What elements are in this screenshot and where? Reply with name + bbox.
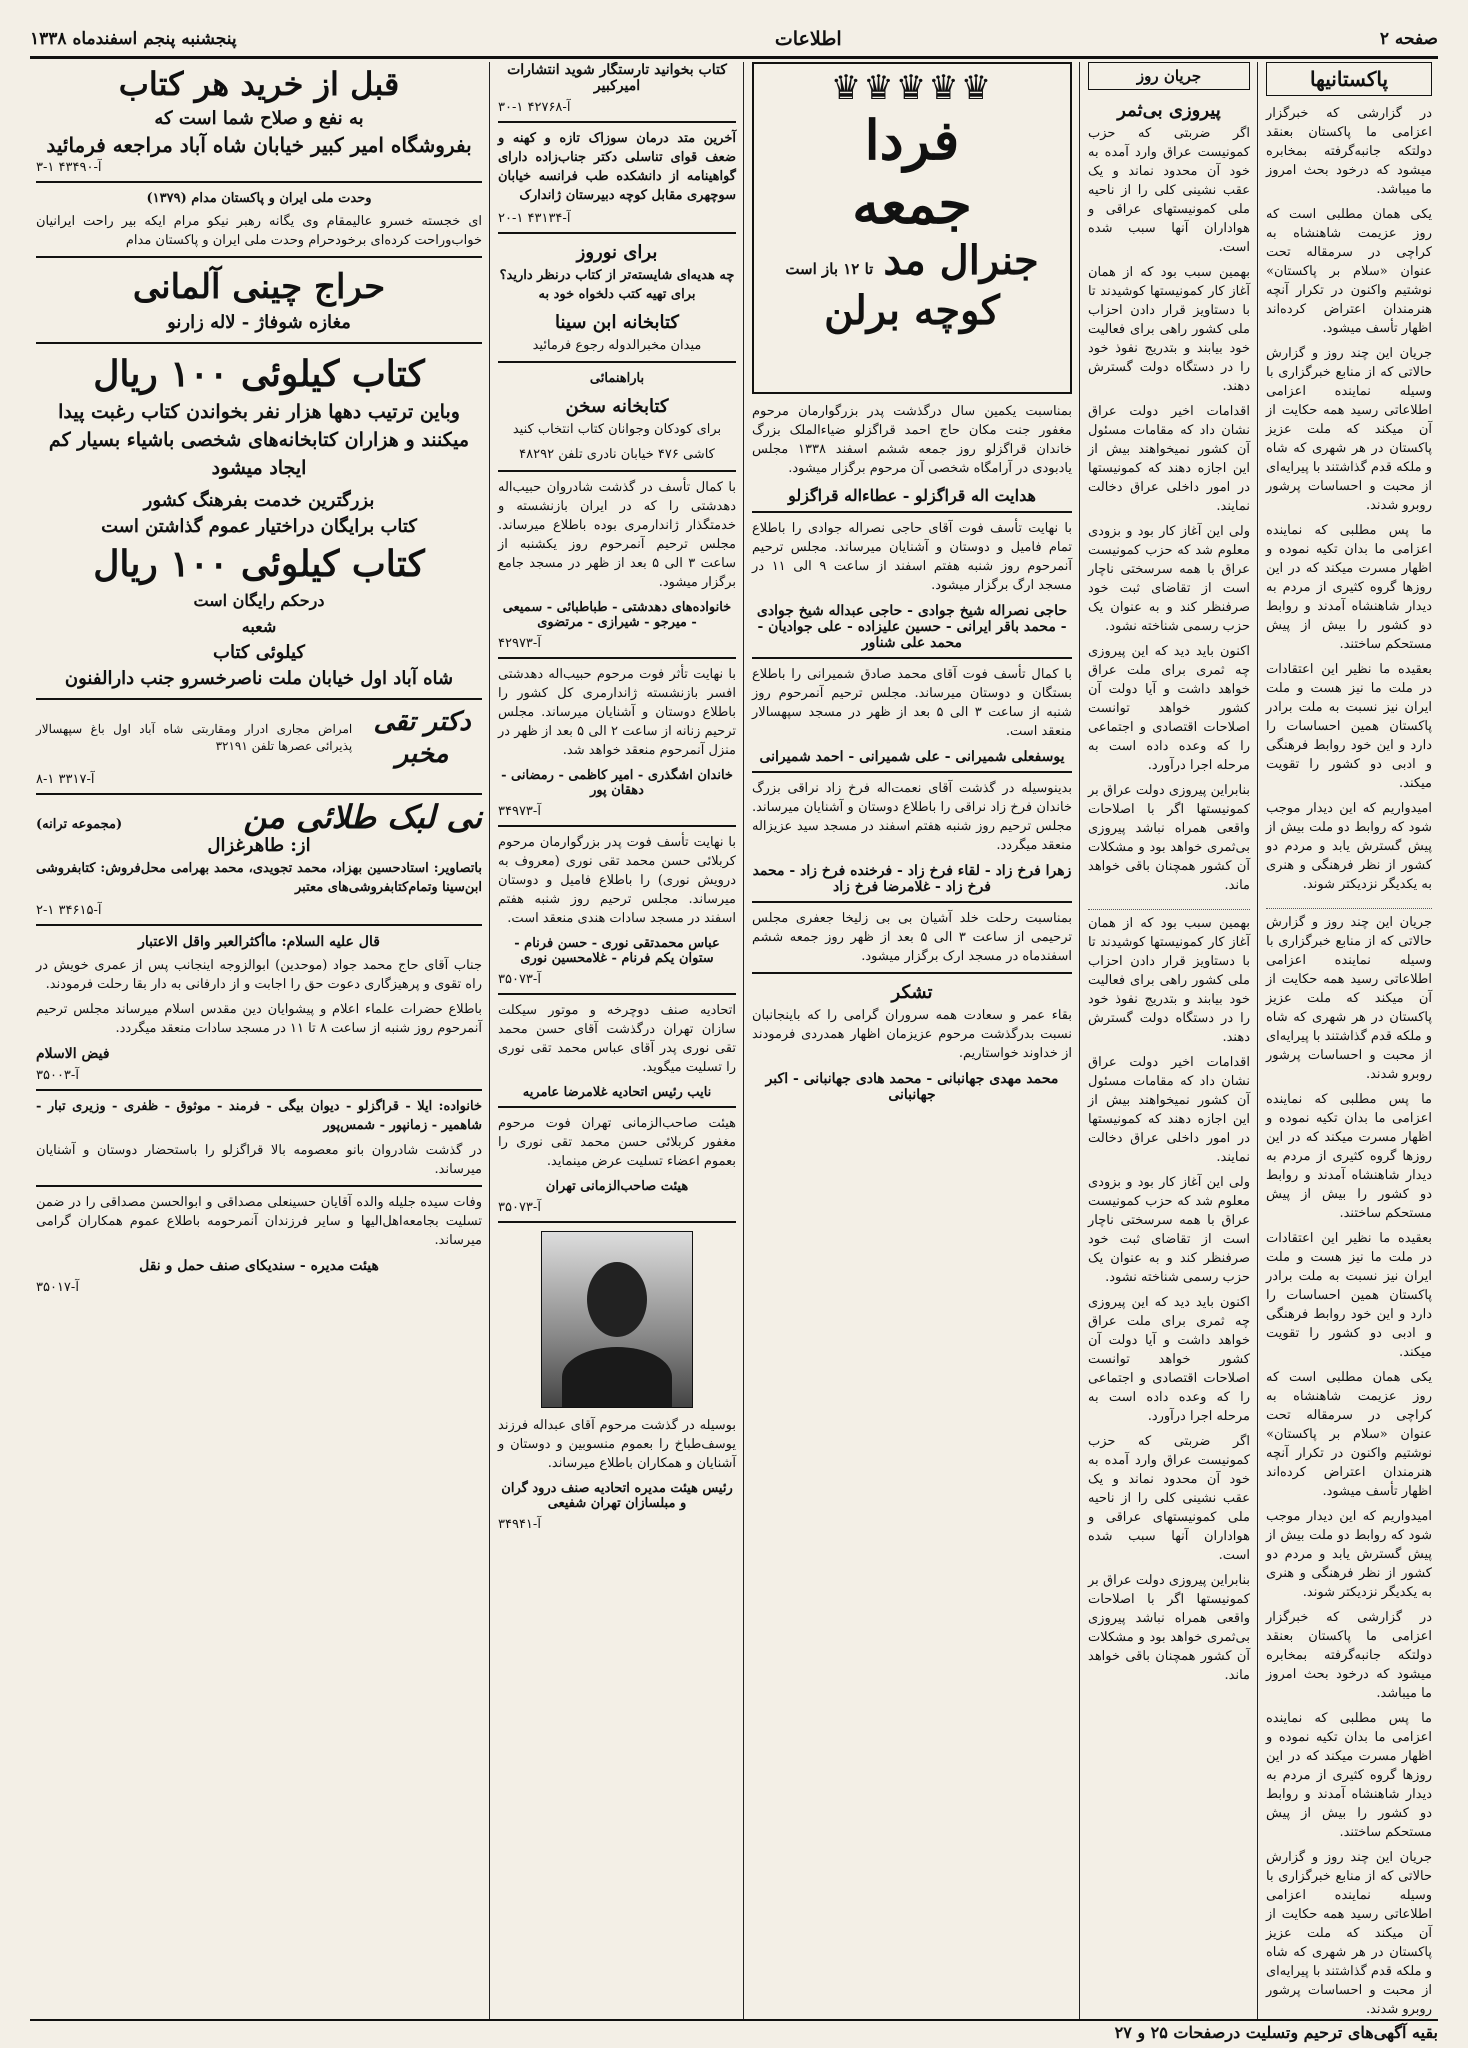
kilo-shop: کیلوئی کتاب bbox=[213, 642, 305, 663]
nowruz-text: چه هدیه‌ای شایسته‌تر از کتاب درنظر دارید؟ برای تهیه کتب دلخواه خود به bbox=[499, 268, 735, 302]
doctor-text: امراض مجاری ادرار ومقاربتی شاه آباد اول باغ سپهسالار پذیرائی عصرها تلفن ۳۲۱۹۱ bbox=[36, 722, 353, 753]
column-divider bbox=[489, 62, 490, 2020]
notice: با نهایت تأثر فوت مرحوم حبیب‌اله دهدشتی افسر بازنشسته ژاندارمری کل کشور را باطلاع دوستان و آشنایان میرساند. مجلس ترحیم زنانه از ساعت ۲ الی ۵ بعد از ظهر در منزل آنمرحوم منعقد خواهد شد. bbox=[498, 667, 736, 758]
amirkabir-subtitle: به نفع و صلاح شما است که bbox=[154, 108, 364, 129]
sale-shop: مغازه شوفاژ - لاله زارنو bbox=[167, 312, 351, 333]
notice: با کمال تأسف در گذشت شادروان حبیب‌اله دهدشتی را که در ایران بازنشسته و خدمتگذار ژاندارمری بوده باطلاع میرساند. مجلس ترحیم آنمرحوم روز یکشنبه از ساعت ۳ الی ۵ بعد از ظهر در مسجد جامع برگزار میشود. bbox=[498, 480, 736, 590]
rule bbox=[752, 771, 1072, 773]
footer-note: بقیه آگهی‌های ترحیم وتسلیت درصفحات ۲۵ و ۲۷ bbox=[30, 2019, 1438, 2042]
pakistan-paragraph: ما پس مطلبی که نماینده اعزامی ما بدان تکیه نموده و اظهار مسرت میکند که در این روزها گروه کثیری از مردم به دیدار شاهنشاه آمدند و روابط دو کشور را بیش از پیش مستحکم ساختند. bbox=[1266, 523, 1432, 652]
nowruz-title: برای نوروز bbox=[576, 242, 658, 263]
masthead bbox=[30, 22, 1438, 59]
rule bbox=[752, 511, 1072, 513]
notice-signature: هیئت صاحب‌الزمانی تهران bbox=[545, 1179, 689, 1194]
pakistan-paragraph: جریان این چند روز و گزارش حالاتی که از منابع خبرگزاری با وسیله نماینده اعزامی اطلاعاتی رسید همه حکایت از آن میکند که ملت عزیز پاکستان در هر شهری که شاه و ملکه قدم گذاشتند با پیرایه‌ای از محبت و احساسات پرشور روبرو شدند. bbox=[1266, 346, 1432, 513]
pakistan-paragraph: در گزارشی که خبرگزار اعزامی ما پاکستان بعنقد دولتکه جانبه‌گرفته بمخابره میشود که درخود بحث امروز ما میباشد. bbox=[1266, 1610, 1432, 1701]
notice: با کمال تأسف فوت آقای محمد صادق شمیرانی را باطلاع بستگان و دوستان میرساند. مجلس ترحیم آنمرحوم روز شنبه از ساعت ۳ الی ۵ بعد از ظهر در مسجد سپهسالار منعقد است. bbox=[752, 667, 1072, 739]
rule bbox=[498, 657, 736, 659]
rule bbox=[36, 1185, 482, 1187]
column-pakistan bbox=[1260, 62, 1438, 2020]
rule bbox=[752, 972, 1072, 974]
ref-number: آ-۴۲۷۶۸ ۱-۳۰ bbox=[498, 100, 571, 115]
unity-poem: ای خجسته خسرو عالیمقام وی یگانه رهبر نیکو مرام ایکه بیر راحت ایرانیان خواب‌وراحت کرده‌ای برخودحرام وحدت ملی ایران و پاکستان مدام bbox=[36, 214, 482, 248]
notice: جناب آقای حاج محمد جواد (موحدین) ابوالزوجه اینجانب پس از عمری خویش در راه تقوی و پرهیزگاری دعوت حق را اجابت و از دارفانی به دار بقا رحلت فرمودند. bbox=[36, 958, 482, 992]
page-number: صفحه ۲ bbox=[1379, 29, 1438, 49]
notice-signature: خانواده‌های دهدشتی - طباطبائی - سمیعی - میرجو - شیرازی - مرتضوی bbox=[502, 600, 732, 630]
notice-signature: رئیس هیئت مدیره اتحادیه صنف درود گران و مبلسازان تهران شفیعی bbox=[501, 1481, 733, 1511]
columns bbox=[30, 62, 1438, 2020]
portrait-body bbox=[562, 1347, 672, 1407]
rule bbox=[498, 1106, 736, 1108]
ad-friday: جمعه bbox=[852, 172, 972, 236]
notice: با نهایت تأسف فوت پدر بزرگوارمان مرحوم کربلائی حسن محمد تقی نوری (معروف به درویش نوری) را باطلاع فامیل و دوستان میرساند. مجلس ترحیم روز شنبه هفتم اسفند در مسجد سادات هندی منعقد است. bbox=[498, 835, 736, 926]
victory-paragraph: بنابراین پیروزی دولت عراق بر کمونیستها اگر با اصلاحات واقعی همراه نباشد پیروزی بی‌ثمری خواهد بود و مشکلات آن کشور همچنان باقی خواهد ماند. bbox=[1088, 1573, 1250, 1683]
sokhan-name: کتابخانه سخن bbox=[565, 396, 669, 417]
pakistan-paragraph: امیدواریم که این دیدار موجب شود که روابط دو ملت بیش از پیش گسترش یابد و مردم دو کشور از نظر فرهنگی و هنری به یکدیگر نزدیکتر شوند. bbox=[1266, 1509, 1432, 1600]
ibnsina-address: میدان مخبرالدوله رجوع فرمائید bbox=[532, 338, 702, 353]
pakistan-paragraph: ما پس مطلبی که نماینده اعزامی ما بدان تکیه نموده و اظهار مسرت میکند که در این روزها گروه کثیری از مردم به دیدار شاهنشاه آمدند و روابط دو کشور را بیش از پیش مستحکم ساختند. bbox=[1266, 1092, 1432, 1221]
notice-signature: حاجی نصراله شیخ جوادی - حاجی عبداله شیخ جوادی - محمد باقر ایرانی - حسین علیزاده - علی جوادیان - محمد علی شناور bbox=[756, 603, 1068, 651]
victory-paragraph: بهمین سبب بود که از همان آغاز کار کمونیستها کوشیدند تا با دستاویز قرار دادن احزاب ملی کشور راهی برای فعالیت خود بیابند و بتدریج نفوذ خود را در دستگاه دولت گسترش دهند. bbox=[1088, 265, 1250, 394]
rule bbox=[498, 993, 736, 995]
notice: وفات سیده جلیله والده آقایان حسینعلی مصداقی و ابوالحسن مصداقی را در ضمن تسلیت بجامعه‌اهل‌الیها و سایر فرزندان آنمرحومه باطلاع عموم همکاران گرامی میرساند. bbox=[36, 1195, 482, 1248]
column-rule bbox=[1266, 900, 1432, 909]
pakistan-paragraph: جریان این چند روز و گزارش حالاتی که از منابع خبرگزاری با وسیله نماینده اعزامی اطلاعاتی رسید همه حکایت از آن میکند که ملت عزیز پاکستان در هر شهری که شاه و ملکه قدم گذاشتند با پیرایه‌ای از محبت و احساسات پرشور روبرو شدند. bbox=[1266, 915, 1432, 1082]
rule bbox=[498, 361, 736, 363]
ref-number: آ-۴۳۴۹۰ ۱-۳ bbox=[36, 160, 102, 175]
portrait-head bbox=[587, 1262, 647, 1337]
pakistan-paragraph: جریان این چند روز و گزارش حالاتی که از منابع خبرگزاری با وسیله نماینده اعزامی اطلاعاتی رسید همه حکایت از آن میکند که ملت عزیز پاکستان در هر شهری که شاه و ملکه قدم گذاشتند با پیرایه‌ای از محبت و احساسات پرشور روبرو شدند. bbox=[1266, 1850, 1432, 2017]
rule bbox=[498, 470, 736, 472]
rule bbox=[36, 256, 482, 258]
rule bbox=[498, 825, 736, 827]
victory-paragraph: ولی این آغاز کار بود و بزودی معلوم شد که حزب کمونیست عراق با همه سرسختی ناچار است از تقاضای ثبت خود صرفنظر کند و به عنوان یک حزب رسمی شناخته نشود. bbox=[1088, 524, 1250, 634]
ad-tomorrow: فردا bbox=[864, 108, 960, 172]
notice: هیئت صاحب‌الزمانی تهران فوت مرحوم مغفور کربلائی حسن محمد تقی نوری را بعموم اعضاء تسلیت عرض مینماید. bbox=[498, 1116, 736, 1169]
victory-paragraph: اقدامات اخیر دولت عراق نشان داد که مقامات مسئول آن کشور نمیخواهند بیش از این اجازه دهند که کمونیستها در امور داخلی عراق دخالت نمایند. bbox=[1088, 1055, 1250, 1165]
victory-paragraph: ولی این آغاز کار بود و بزودی معلوم شد که حزب کمونیست عراق با همه سرسختی ناچار است از تقاضای ثبت خود صرفنظر کند و به عنوان یک حزب رسمی شناخته نشود. bbox=[1088, 1175, 1250, 1285]
rule bbox=[36, 698, 482, 700]
rule bbox=[752, 901, 1072, 903]
column-rule bbox=[1088, 901, 1250, 910]
paper-name: اطلاعات bbox=[774, 28, 842, 50]
doctor-name: دکتر تقی مخبر bbox=[373, 707, 471, 769]
notice-signature: هیئت مدیره - سندیکای صنف حمل و نقل bbox=[139, 1258, 379, 1274]
notice: بوسیله در گذشت مرحوم آقای عبداله فرزند یوسف‌طباخ را بعموم منسوبین و دوستان و آشنایان و همکاران باطلاع میرساند. bbox=[498, 1418, 736, 1471]
rule bbox=[498, 121, 736, 123]
sokhan-address: کاشی ۴۷۶ خیابان نادری تلفن ۴۸۲۹۲ bbox=[519, 447, 715, 462]
column-general-mod bbox=[746, 62, 1078, 2020]
notice-signature: محمد مهدی جهانبانی - محمد هادی جهانبانی - اکبر جهانبانی bbox=[765, 1071, 1059, 1103]
notice-signature: عباس محمدتقی نوری - حسن فرنام - ستوان یکم فرنام - غلامحسین نوری bbox=[514, 936, 720, 966]
ref-number: آ-۳۴۶۱۵ ۱-۲ bbox=[36, 903, 102, 918]
thanks-heading: تشکر bbox=[891, 982, 933, 1003]
ref-number: آ-۳۵۰۷۳ bbox=[498, 1200, 541, 1215]
victory-paragraph: اکنون باید دید که این پیروزی چه ثمری برای ملت عراق خواهد داشت و آیا دولت آن کشور خواهد توانست اصلاحات اقتصادی و اجتماعی را که وعده داده است به مرحله اجرا درآورد. bbox=[1088, 1295, 1250, 1424]
victory-heading: پیروزی بی‌ثمر bbox=[1117, 100, 1221, 121]
kilo-title: کتاب کیلوئی ۱۰۰ ریال bbox=[93, 543, 425, 585]
ref-number: آ-۳۳۱۷ ۱-۸ bbox=[36, 772, 95, 787]
ad-street: کوچه برلن bbox=[824, 287, 1000, 334]
rule bbox=[36, 924, 482, 926]
doctor-ad: آخرین متد درمان سوزاک تازه و کهنه و ضعف قوای تناسلی دکتر جناب‌زاده دارای گواهینامه از دانشکده طب فرانسه خیابان سوچهری مقابل کوچه دبیرستان ژاندارک bbox=[498, 131, 736, 203]
kilo-text: وباین ترتیب دهها هزار نفر بخواندن کتاب رغبت پیدا میکنند و هزاران کتابخانه‌های شخصی باشیاء بسیار کم ایجاد میشود bbox=[48, 401, 470, 479]
notice-signature: هدایت اله قراگزلو - عطاءاله قراگزلو bbox=[788, 486, 1036, 505]
issue-date: پنجشنبه پنجم اسفندماه ۱۳۳۸ bbox=[30, 29, 237, 49]
poem-author: از: طاهرغزال bbox=[207, 835, 311, 856]
rule bbox=[498, 232, 736, 234]
column-divider bbox=[743, 62, 744, 2020]
sale-title: حراج چینی آلمانی bbox=[132, 267, 386, 307]
kilo-title: کتاب کیلوئی ۱۰۰ ریال bbox=[93, 353, 425, 395]
ad-hours: تا ۱۲ باز است bbox=[785, 260, 874, 278]
column-victory bbox=[1082, 62, 1256, 2020]
kilo-free: درحکم رایگان است bbox=[193, 591, 325, 610]
column-books bbox=[492, 62, 742, 2020]
unity-title: وحدت ملی ایران و پاکستان مدام (۱۳۷۹) bbox=[146, 191, 372, 206]
poem-ad bbox=[36, 798, 482, 836]
sokhan-text: برای کودکان وجوانان کتاب انتخاب کنید bbox=[512, 422, 722, 437]
notice-quote: قال علیه السلام: ماأکثرالعبر واقل الاعتبار bbox=[138, 934, 380, 950]
notice: خانواده: ایلا - قراگزلو - دیوان بیگی - فرمند - موثوق - ظفری - وزیری تبار - شاهمیر - زمانپور - شمس‌پور bbox=[36, 1099, 482, 1133]
notice: اتحادیه صنف دوچرخه و موتور سیکلت سازان تهران درگذشت آقای حسن محمد تقی نوری پدر آقای عباس محمد تقی نوری را تسلیت میگوید. bbox=[498, 1003, 736, 1075]
pakistan-paragraph: بعقیده ما نظیر این اعتقادات در ملت ما نیز هست و ملت ایران نیز نسبت به ملت برادر پاکستان همین احساسات را دارد و این خود روابط فرهنگی و ادبی دو کشور را تقویت میکند. bbox=[1266, 1231, 1432, 1360]
section-label: جریان روز bbox=[1088, 62, 1250, 90]
rule bbox=[36, 342, 482, 344]
poem-title: نی لبک طلائی من bbox=[243, 798, 482, 836]
ref-number: آ-۴۳۱۳۴ ۱-۲۰ bbox=[498, 211, 571, 226]
notice: بمناسبت رحلت خلد آشیان بی بی زلیخا جعفری مجلس ترحیمی از ساعت ۳ الی ۵ بعد از ظهر روز جمعه ششم اسفندماه در مسجد ارک برگزار میشود. bbox=[752, 911, 1072, 964]
sokhan-label: باراهنمائی bbox=[589, 371, 645, 386]
ad-brand: جنرال مد bbox=[883, 237, 1039, 284]
notice-signature: یوسفعلی شمیرانی - علی شمیرانی - احمد شمیرانی bbox=[759, 749, 1065, 765]
pakistan-paragraph: یکی همان مطلبی است که روز عزیمت شاهنشاه به کراچی در سرمقاله تحت عنوان «سلام بر پاکستان» نوشتیم واکنون در تکرار آنچه هنرمندان اعتراض کرده‌اند اظهار تأسف میشود. bbox=[1266, 1370, 1432, 1499]
crown-icon: ♛♛♛♛♛ bbox=[830, 68, 994, 108]
ref-number: آ-۳۵۰۰۳ bbox=[36, 1068, 79, 1083]
amirkabir-title: قبل از خرید هر کتاب bbox=[118, 65, 400, 103]
rule bbox=[36, 181, 482, 183]
kilo-text3: کتاب برایگان دراختیار عموم گذاشتن است bbox=[101, 516, 417, 537]
victory-paragraph: اکنون باید دید که این پیروزی چه ثمری برای ملت عراق خواهد داشت و آیا دولت آن کشور خواهد توانست اصلاحات اقتصادی و اجتماعی را که وعده داده است به مرحله اجرا درآورد. bbox=[1088, 644, 1250, 773]
pakistan-heading: پاکستانیها bbox=[1266, 62, 1432, 96]
doctor-ad-block bbox=[36, 706, 482, 770]
pakistan-paragraph: امیدواریم که این دیدار موجب شود که روابط دو ملت بیش از پیش گسترش یابد و مردم دو کشور از نظر فرهنگی و هنری به یکدیگر نزدیکتر شوند. bbox=[1266, 801, 1432, 892]
poem-credits: باتصاویر: استادحسین بهزاد، محمد تجویدی، محمد بهرامی محل‌فروش: کتابفروشی ابن‌سینا وتمام‌کتابفروشی‌های معتبر bbox=[36, 861, 482, 895]
kilo-text2: بزرگترین خدمت بفرهنگ کشور bbox=[143, 490, 375, 511]
notice: با نهایت تأسف فوت آقای حاجی نصراله جوادی را باطلاع تمام فامیل و دوستان و آشنایان میرساند. مجلس ترحیم آنمرحوم روز شنبه هفتم اسفند از ساعت ۹ الی ۱۱ در مسجد ارگ برگزار میشود. bbox=[752, 521, 1072, 593]
victory-paragraph: بهمین سبب بود که از همان آغاز کار کمونیستها کوشیدند تا با دستاویز قرار دادن احزاب ملی کشور راهی برای فعالیت خود بیابند و بتدریج نفوذ خود را در دستگاه دولت گسترش دهند. bbox=[1088, 916, 1250, 1045]
kilo-address: شاه آباد اول خیابان ملت ناصرخسرو جنب دارالفنون bbox=[64, 668, 454, 689]
pakistan-paragraph: بعقیده ما نظیر این اعتقادات در ملت ما نیز هست و ملت ایران نیز نسبت به ملت برادر پاکستان همین احساسات را دارد و این خود روابط فرهنگی و ادبی دو کشور را تقویت میکند. bbox=[1266, 662, 1432, 791]
notice: در گذشت شادروان بانو معصومه بالا قراگزلو را باستحضار دوستان و آشنایان میرساند. bbox=[36, 1143, 482, 1177]
notice-signature: فیض الاسلام bbox=[36, 1046, 110, 1062]
notice-signature: زهرا فرخ زاد - لقاء فرخ زاد - فرخنده فرخ زاد - محمد فرخ زاد - غلامرضا فرخ زاد bbox=[752, 863, 1072, 895]
column-divider bbox=[1079, 62, 1080, 2020]
poem-subtitle: (مجموعه ترانه) bbox=[36, 817, 123, 832]
notice-signature: خاندان اشگذری - امیر کاظمی - رمضانی - دهقان پور bbox=[501, 768, 733, 798]
pakistan-paragraph: یکی همان مطلبی است که روز عزیمت شاهنشاه به کراچی در سرمقاله تحت عنوان «سلام بر پاکستان» نوشتیم واکنون در تکرار آنچه هنرمندان اعتراض کرده‌اند اظهار تأسف میشود. bbox=[1266, 207, 1432, 336]
rule bbox=[36, 793, 482, 795]
notice-signature: نایب رئیس اتحادیه غلامرضا عامریه bbox=[522, 1085, 712, 1100]
kilo-branch: شعبه bbox=[241, 617, 277, 636]
column-ads bbox=[30, 62, 488, 2020]
victory-paragraph: اقدامات اخیر دولت عراق نشان داد که مقامات مسئول آن کشور نمیخواهند بیش از این اجازه دهند که کمونیستها در امور داخلی عراق دخالت نمایند. bbox=[1088, 404, 1250, 514]
notice: بقاء عمر و سعادت همه سروران گرامی را که باینجانبان نسبت بدرگذشت مرحوم عزیزمان اظهار همدردی فرمودند از خداوند خواستاریم. bbox=[752, 1008, 1072, 1061]
pakistan-paragraph: در گزارشی که خبرگزار اعزامی ما پاکستان بعنقد دولتکه جانبه‌گرفته بمخابره میشود که درخود بحث امروز ما میباشد. bbox=[1266, 106, 1432, 197]
victory-paragraph: بنابراین پیروزی دولت عراق بر کمونیستها اگر با اصلاحات واقعی همراه نباشد پیروزی بی‌ثمری خواهد بود و مشکلات آن کشور همچنان باقی خواهد ماند. bbox=[1088, 783, 1250, 893]
amirkabir-address: بفروشگاه امیر کبیر خیابان شاه آباد مراجعه فرمائید bbox=[46, 133, 472, 157]
rule bbox=[498, 1221, 736, 1223]
ref-number: آ-۳۵۰۱۷ bbox=[36, 1280, 79, 1295]
ref-number: آ-۳۴۹۷۳ bbox=[498, 804, 541, 819]
column-divider bbox=[1257, 62, 1258, 2020]
ref-number: آ-۴۲۹۷۳ bbox=[498, 636, 541, 651]
general-mod-ad bbox=[752, 62, 1072, 394]
ref-number: آ-۳۵۰۷۳ bbox=[498, 972, 541, 987]
ref-number: آ-۳۴۹۴۱ bbox=[498, 1517, 541, 1532]
victory-paragraph: اگر ضربتی که حزب کمونیست عراق وارد آمده به خود آن محدود نماند و یک عقب نشینی کلی را از ناحیه ملی کمونیستهای عراقی و هواداران آنها سبب شده است. bbox=[1088, 1434, 1250, 1563]
notice: بدینوسیله در گذشت آقای نعمت‌اله فرخ زاد نراقی بزرگ خاندان فرخ زاد نراقی را باطلاع دوستان و آشنایان میرساند. مجلس ترحیم روز شنبه هفتم اسفند در مسجد سید عزیزاله منعقد میگردد. bbox=[752, 781, 1072, 853]
rule bbox=[36, 1089, 482, 1091]
notice: بمناسبت یکمین سال درگذشت پدر بزرگوارمان مرحوم مغفور جنت مکان حاج احمد قراگزلو ضیاءالملک بزرگ خاندان قراگزلو روز جمعه ششم اسفند ۱۳۳۸ مجلس یادبودی در آرامگاه شخصی آن مرحوم برگزار میشود. bbox=[752, 404, 1072, 476]
pakistan-paragraph: ما پس مطلبی که نماینده اعزامی ما بدان تکیه نموده و اظهار مسرت میکند که در این روزها گروه کثیری از مردم به دیدار شاهنشاه آمدند و روابط دو کشور را بیش از پیش مستحکم ساختند. bbox=[1266, 1711, 1432, 1840]
notice: باطلاع حضرات علماء اعلام و پیشوایان دین مقدس اسلام میرساند مجلس ترحیم آنمرحوم روز شنبه از ساعت ۸ تا ۱۱ در مسجد سادات منعقد میگردد. bbox=[36, 1002, 482, 1036]
ibnsina-name: کتابخانه ابن سینا bbox=[555, 312, 679, 333]
portrait-photo bbox=[541, 1231, 693, 1408]
victory-paragraph: اگر ضربتی که حزب کمونیست عراق وارد آمده به خود آن محدود نماند و یک عقب نشینی کلی را از ناحیه ملی کمونیستهای عراقی و هواداران آنها سبب شده است. bbox=[1088, 126, 1250, 255]
bookstore-ad: کتاب بخوانید تارستگار شوید انتشارات امیرکبیر bbox=[507, 62, 727, 94]
rule bbox=[752, 657, 1072, 659]
